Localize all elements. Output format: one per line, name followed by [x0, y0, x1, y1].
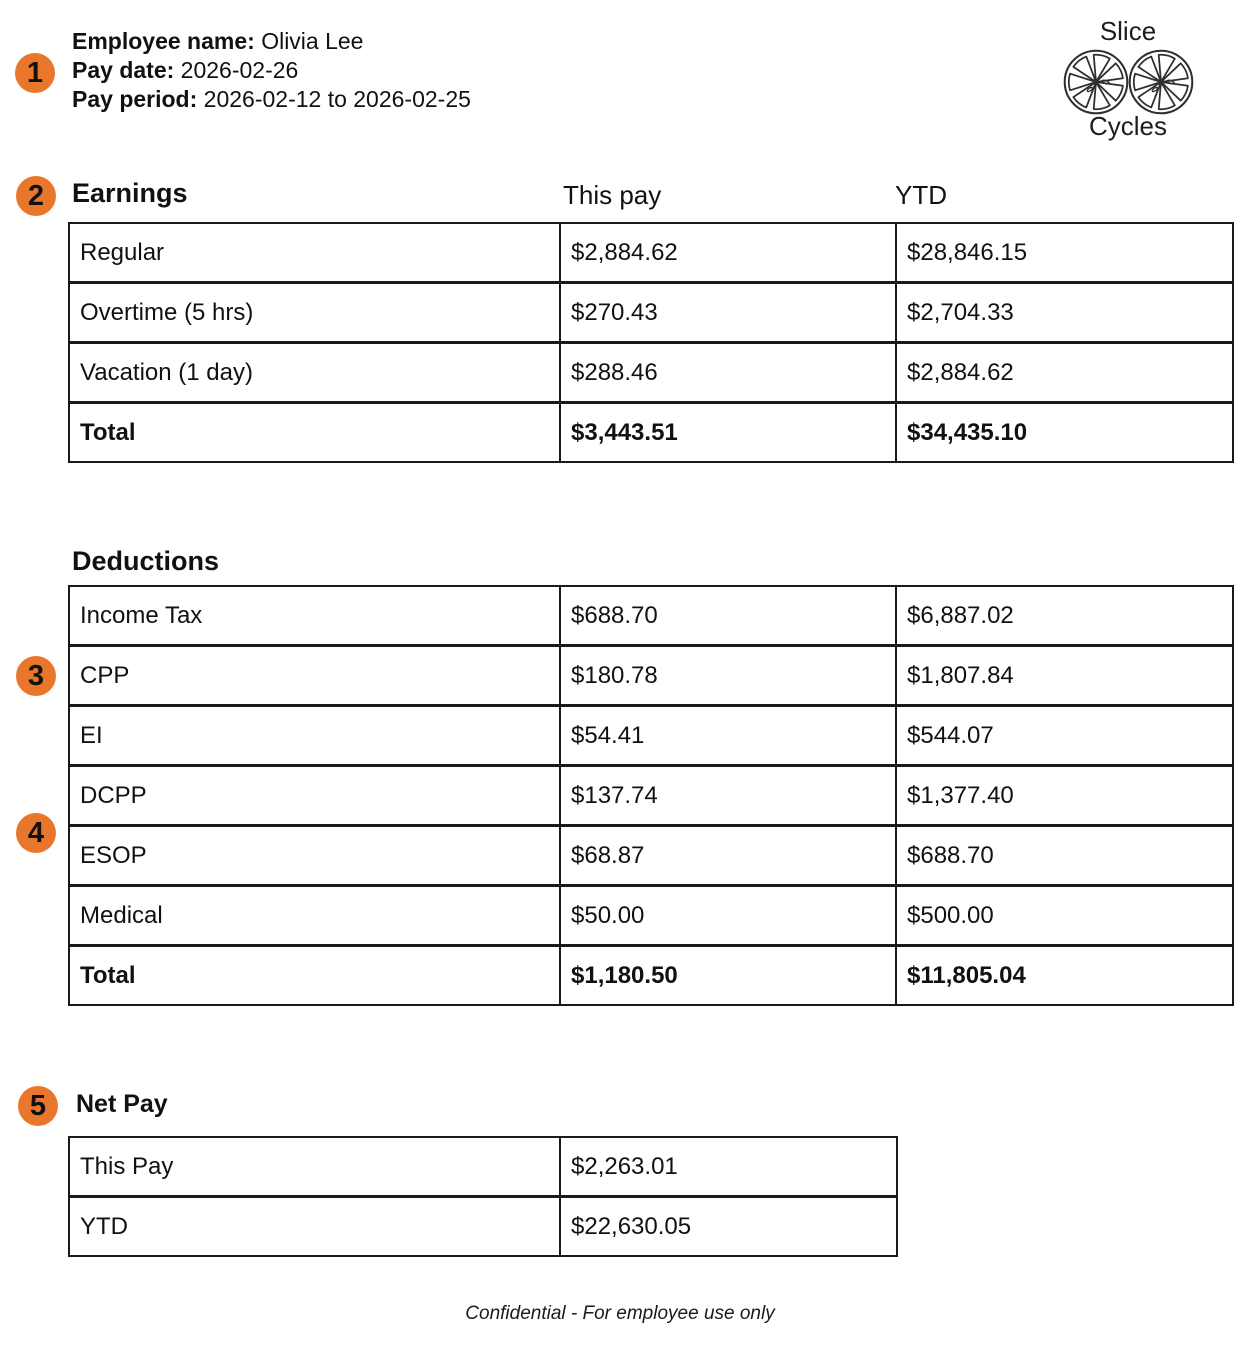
annotation-marker-2: 2	[16, 176, 56, 216]
earnings-total-ytd: $34,435.10	[896, 403, 1233, 463]
logo-top-text: Slice	[1099, 16, 1157, 46]
table-row	[69, 1137, 897, 1197]
net-pay-value: $2,263.01	[560, 1137, 897, 1197]
earnings-col-this-pay: This pay	[563, 180, 662, 210]
deduction-ytd: $500.00	[896, 886, 1233, 946]
employee-name-line	[72, 27, 471, 56]
earnings-label: Regular	[69, 223, 560, 283]
citrus-wheel-icon	[1062, 48, 1130, 116]
earnings-col-ytd: YTD	[895, 180, 947, 210]
deduction-label: CPP	[69, 646, 560, 706]
deduction-label: Medical	[69, 886, 560, 946]
net-pay-value: $22,630.05	[560, 1197, 897, 1257]
earnings-table	[68, 222, 1234, 463]
earnings-this-pay: $270.43	[560, 283, 896, 343]
earnings-total-label: Total	[69, 403, 560, 463]
net-pay-table	[68, 1136, 898, 1257]
earnings-title: Earnings	[72, 178, 188, 208]
earnings-label: Overtime (5 hrs)	[69, 283, 560, 343]
table-row	[69, 586, 1233, 646]
deductions-title: Deductions	[72, 546, 220, 576]
deduction-this-pay: $180.78	[560, 646, 896, 706]
net-pay-label: YTD	[69, 1197, 560, 1257]
deductions-total-ytd: $11,805.04	[896, 946, 1233, 1006]
pay-date-value: 2026-02-26	[180, 57, 299, 83]
company-logo	[1052, 16, 1204, 141]
table-row	[69, 223, 1233, 283]
earnings-ytd: $2,704.33	[896, 283, 1233, 343]
pay-date-line	[72, 56, 471, 85]
table-row	[69, 343, 1233, 403]
deduction-label: ESOP	[69, 826, 560, 886]
employee-name-value: Olivia Lee	[261, 28, 364, 54]
deduction-this-pay: $50.00	[560, 886, 896, 946]
deduction-this-pay: $68.87	[560, 826, 896, 886]
deductions-total-label: Total	[69, 946, 560, 1006]
earnings-total-this-pay: $3,443.51	[560, 403, 896, 463]
deduction-label: EI	[69, 706, 560, 766]
table-row-total	[69, 946, 1233, 1006]
employee-info	[72, 27, 471, 114]
table-row	[69, 766, 1233, 826]
deduction-label: DCPP	[69, 766, 560, 826]
net-pay-title: Net Pay	[76, 1090, 168, 1118]
earnings-this-pay: $2,884.62	[560, 223, 896, 283]
deduction-ytd: $688.70	[896, 826, 1233, 886]
deduction-ytd: $6,887.02	[896, 586, 1233, 646]
table-row	[69, 1197, 897, 1257]
confidentiality-notice: Confidential - For employee use only	[465, 1303, 775, 1324]
table-row-total	[69, 403, 1233, 463]
table-row	[69, 283, 1233, 343]
deduction-this-pay: $688.70	[560, 586, 896, 646]
logo-bottom-text: Cycles	[1088, 111, 1167, 141]
annotation-marker-5: 5	[18, 1086, 58, 1126]
deduction-this-pay: $54.41	[560, 706, 896, 766]
annotation-marker-3: 3	[16, 656, 56, 696]
earnings-label: Vacation (1 day)	[69, 343, 560, 403]
employee-name-label: Employee name:	[72, 28, 255, 54]
deduction-ytd: $1,377.40	[896, 766, 1233, 826]
table-row	[69, 886, 1233, 946]
deduction-this-pay: $137.74	[560, 766, 896, 826]
citrus-wheel-icon	[1127, 48, 1195, 116]
pay-period-line	[72, 85, 471, 114]
earnings-ytd: $2,884.62	[896, 343, 1233, 403]
table-row	[69, 826, 1233, 886]
annotation-marker-1: 1	[15, 53, 55, 93]
deduction-ytd: $1,807.84	[896, 646, 1233, 706]
earnings-this-pay: $288.46	[560, 343, 896, 403]
deduction-ytd: $544.07	[896, 706, 1233, 766]
pay-period-value: 2026-02-12 to 2026-02-25	[203, 86, 471, 112]
annotation-marker-4: 4	[16, 813, 56, 853]
deductions-table	[68, 585, 1234, 1006]
logo-wheels	[1052, 48, 1204, 116]
net-pay-label: This Pay	[69, 1137, 560, 1197]
earnings-ytd: $28,846.15	[896, 223, 1233, 283]
deduction-label: Income Tax	[69, 586, 560, 646]
table-row	[69, 646, 1233, 706]
pay-date-label: Pay date:	[72, 57, 175, 83]
table-row	[69, 706, 1233, 766]
deductions-total-this-pay: $1,180.50	[560, 946, 896, 1006]
pay-period-label: Pay period:	[72, 86, 198, 112]
